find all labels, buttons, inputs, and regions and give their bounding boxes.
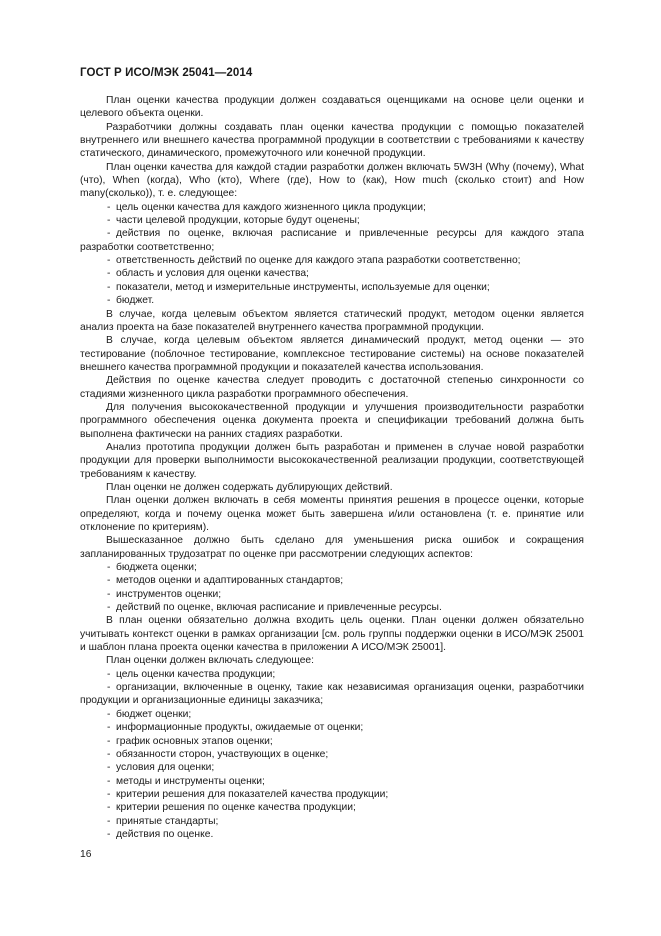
- list-item-text: ответственность действий по оценке для каждого этапа разработки соответственно;: [116, 255, 521, 267]
- list-item: [80, 227, 584, 254]
- list-item-text: бюджета оценки;: [116, 562, 197, 574]
- list-item: [80, 681, 584, 708]
- dash-bullet: -: [107, 682, 111, 694]
- list-item-text: принятые стандарты;: [116, 815, 219, 827]
- document-header: ГОСТ Р ИСО/МЭК 25041—2014: [80, 67, 253, 79]
- dash-bullet: -: [107, 268, 111, 280]
- dash-bullet: -: [107, 748, 111, 760]
- list-item-text: показатели, метод и измерительные инструменты, используемые для оценки;: [116, 281, 490, 293]
- list-item: [80, 588, 584, 601]
- list-item: [80, 735, 584, 748]
- list-item: [80, 815, 584, 828]
- dash-bullet: -: [107, 762, 111, 774]
- list-item: [80, 267, 584, 280]
- dash-bullet: -: [107, 735, 111, 747]
- list-item: [80, 748, 584, 761]
- list-item-text: цель оценки качества для каждого жизненного цикла продукции;: [116, 201, 426, 213]
- list-item: [80, 761, 584, 774]
- dash-bullet: -: [107, 201, 111, 213]
- dash-bullet: -: [107, 215, 111, 227]
- dash-bullet: -: [107, 228, 111, 240]
- paragraph: Анализ прототипа продукции должен быть разработан и применен в случае новой разработки продукции для проверки выполнимости высококачественной реализации продукции, соответствующей требованиям к качеству.: [80, 441, 584, 480]
- list-item-text: цель оценки качества продукции;: [116, 668, 276, 680]
- list-item: [80, 801, 584, 814]
- list-item: [80, 788, 584, 801]
- list-item-text: методы и инструменты оценки;: [116, 775, 265, 787]
- paragraph: В случае, когда целевым объектом является статический продукт, методом оценки является анализ проекта на базе показателей внутреннего качества программной продукции.: [80, 308, 584, 333]
- dash-bullet: -: [107, 815, 111, 827]
- list-item: [80, 281, 584, 294]
- paragraph: В случае, когда целевым объектом является динамический продукт, метод оценки — это тестирование (поблочное тестирование, комплексное тестирование системы) на основе показателей внешнего качества программной продукции и показателей качества использования.: [80, 335, 584, 373]
- paragraph: План оценки не должен содержать дублирующих действий.: [106, 481, 393, 493]
- dash-bullet: -: [107, 722, 111, 734]
- list-item: [80, 201, 584, 214]
- dash-bullet: -: [107, 802, 111, 814]
- list-item-text: график основных этапов оценки;: [116, 735, 273, 747]
- list-item-text: методов оценки и адаптированных стандартов;: [116, 575, 344, 587]
- paragraph: В план оценки обязательно должна входить цель оценки. План оценки должен обязательно учитывать контекст оценки в рамках организации [см. роль группы поддержки оценки в ИСО/МЭК 25001 и шаблон плана проекта оценки качества в приложении А ИСО/МЭК 25001].: [80, 615, 584, 654]
- dash-bullet: -: [107, 788, 111, 800]
- paragraph: План оценки качества продукции должен создаваться оценщиками на основе цели оценки и целевого объекта оценки.: [80, 95, 584, 120]
- list-item-text: бюджет оценки;: [116, 708, 192, 720]
- list-item-text: информационные продукты, ожидаемые от оценки;: [116, 722, 364, 734]
- dash-bullet: -: [107, 602, 111, 614]
- list-item-text: условия для оценки;: [116, 762, 215, 774]
- paragraph: Вышесказанное должно быть сделано для уменьшения риска ошибок и сокращения запланированных трудозатрат по оценке при рассмотрении следующих аспектов:: [80, 535, 584, 560]
- list-item: [80, 254, 584, 267]
- dash-bullet: -: [107, 295, 111, 307]
- list-item-text: действия по оценке, включая расписание и привлеченные ресурсы для каждого этапа разработки соответственно;: [80, 228, 584, 253]
- list-item: [80, 775, 584, 788]
- paragraph: План оценки качества для каждой стадии разработки должен включать 5W3H (Why (почему), What (что), When (когда), Who (кто), Where (где), How to (как), How much (сколько стоит) and How many(сколько)), т. е. следующее:: [80, 161, 584, 200]
- list-item: [80, 721, 584, 734]
- list-item-text: организации, включенные в оценку, такие как независимая организация оценки, разработчики продукции и организационные единицы заказчика;: [80, 682, 584, 707]
- paragraph: Разработчики должны создавать план оценки качества продукции с помощью показателей внутреннего или внешнего качества программной продукции в соответствии с требованиями к качеству статического, динамического, промежуточного или конечной продукции.: [80, 121, 584, 160]
- paragraph: Для получения высококачественной продукции и улучшения производительности разработки программного обеспечения оценка документа проекта и спецификации требований должна быть выполнена фактически на ранних стадиях разработки.: [80, 401, 584, 440]
- list-item: [80, 214, 584, 227]
- list-item-text: критерии решения по оценке качества продукции;: [116, 802, 356, 814]
- list-item-text: части целевой продукции, которые будут оценены;: [116, 215, 360, 227]
- document-body: [80, 94, 584, 841]
- dash-bullet: -: [107, 828, 111, 840]
- list-item-text: инструментов оценки;: [116, 588, 222, 600]
- dash-bullet: -: [107, 668, 111, 680]
- dash-bullet: -: [107, 255, 111, 267]
- list-item: [80, 668, 584, 681]
- dash-bullet: -: [107, 575, 111, 587]
- paragraph: План оценки должен включать следующее:: [106, 655, 315, 667]
- list-item-text: бюджет.: [116, 295, 155, 307]
- paragraph: Действия по оценке качества следует проводить с достаточной степенью синхронности со стадиями жизненного цикла разработки программного обеспечения.: [80, 375, 584, 400]
- list-item: [80, 601, 584, 614]
- list-item: [80, 574, 584, 587]
- list-item-text: действия по оценке.: [116, 828, 214, 840]
- paragraph: План оценки должен включать в себя моменты принятия решения в процессе оценки, которые определяют, когда и почему оценка может быть завершена и/или остановлена (т. е. принятие или отклонение по критериям).: [80, 495, 584, 533]
- list-item: [80, 828, 584, 841]
- dash-bullet: -: [107, 281, 111, 293]
- dash-bullet: -: [107, 775, 111, 787]
- list-item: [80, 294, 584, 307]
- list-item-text: критерии решения для показателей качества продукции;: [116, 788, 389, 800]
- dash-bullet: -: [107, 562, 111, 574]
- list-item-text: обязанности сторон, участвующих в оценке;: [116, 748, 329, 760]
- list-item: [80, 561, 584, 574]
- dash-bullet: -: [107, 708, 111, 720]
- list-item-text: действий по оценке, включая расписание и привлеченные ресурсы.: [116, 602, 442, 614]
- dash-bullet: -: [107, 588, 111, 600]
- list-item-text: область и условия для оценки качества;: [116, 268, 309, 280]
- page-number: 16: [80, 849, 92, 860]
- list-item: [80, 708, 584, 721]
